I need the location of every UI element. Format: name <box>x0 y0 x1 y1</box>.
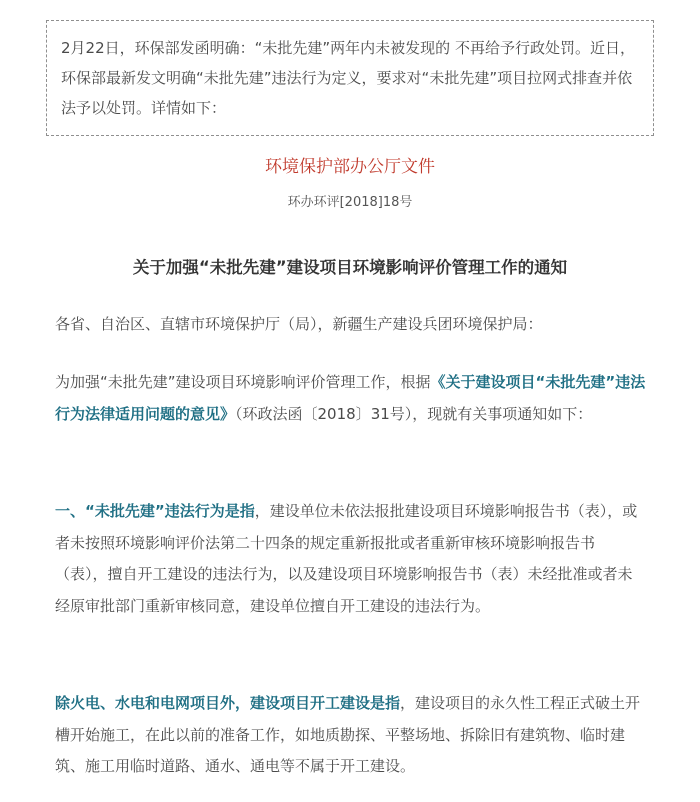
intro-box <box>46 20 654 136</box>
section-2-paragraph <box>55 688 647 783</box>
recipients-text: 各省、自治区、直辖市环境保护厅（局），新疆生产建设兵团环境保护局： <box>55 315 543 333</box>
office-title: 环境保护部办公厅文件 <box>265 157 435 177</box>
intro-paragraph-text: 为加强“未批先建”建设项目环境影响评价管理工作，根据 <box>55 373 431 391</box>
notice-title: 关于加强“未批先建”建设项目环境影响评价管理工作的通知 <box>132 258 568 277</box>
intro-paragraph-tail: （环政法函〔2018〕31号），现就有关事项通知如下： <box>235 404 593 423</box>
section-1-paragraph <box>55 496 647 622</box>
section-2-heading: 除火电、水电和电网项目外，建设项目开工建设是指 <box>55 694 401 712</box>
section-1-heading: 一、“未批先建”违法行为是指 <box>55 502 255 520</box>
intro-paragraph <box>55 367 647 430</box>
intro-text: 2月22日，环保部发函明确：“未批先建”两年内未被发现的 不再给予行政处罚。近日，环保部最新发文明确“未批先建”违法行为定义，要求对“未批先建”项目拉网式排查并依法予以处罚。详情如下： <box>61 39 635 117</box>
document-number: 环办环评[2018]18号 <box>287 195 413 210</box>
section-1-text: ，建设单位未依法报批建设项目环境影响报告书（表），或者未按照环境影响评价法第二十四条的规定重新报批或者重新审核环境影响报告书（表），擅自开工建设的违法行为，以及建设项目环境影响报告书（表）未经批准或者未经原审批部门重新审核同意，建设单位擅自开工建设的违法行为。 <box>55 502 638 615</box>
legal-opinion-reference: 《关于建设项目“未批先建”违法行为法律适用问题的意见》 <box>55 373 646 423</box>
section-2-text: ，建设项目的永久性工程正式破土开槽开始施工，在此以前的准备工作，如地质勘探、平整场地、拆除旧有建筑物、临时建筑、施工用临时道路、通水、通电等不属于开工建设。 <box>55 694 641 775</box>
recipients-paragraph <box>55 309 647 341</box>
